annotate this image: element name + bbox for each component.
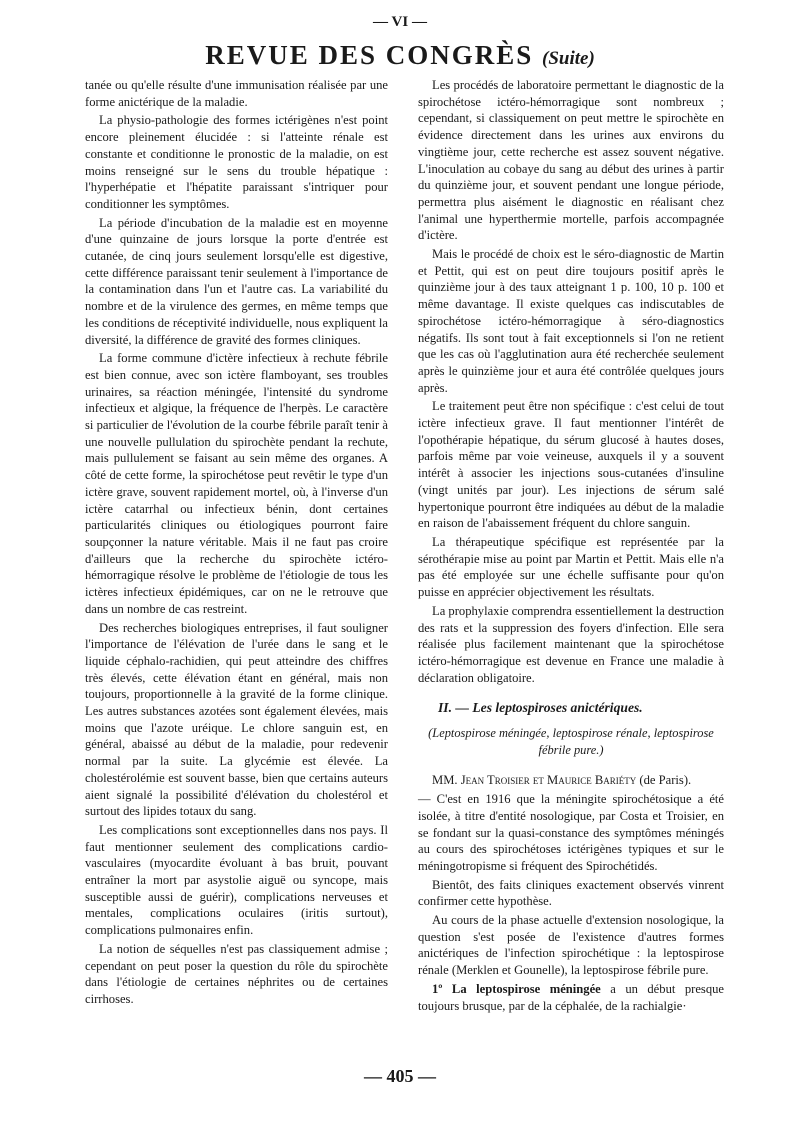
section-heading: II. — Les leptospiroses anictériques. [438, 700, 643, 716]
section-subheading: (Leptospirose méningée, leptospirose rénale, leptospirose fébrile pure.) [428, 726, 714, 757]
paragraph: Bientôt, des faits cliniques exactement observés vinrent confirmer cette hypothèse. [418, 877, 724, 909]
author-place: (de Paris). [639, 773, 692, 788]
roman-folio: — VI — [373, 14, 427, 30]
paragraph: La prophylaxie comprendra essentiellement la destruction des rats et la suppression des foyers d'infection. Elle sera réalisée plus facilement maintenant que la spirochétose ictéro-hémorragique est devenue en France une maladie à déclaration obligatoire. [418, 603, 724, 685]
paragraph: Mais le procédé de choix est le séro-diagnostic de Martin et Pettit, qui est on peut dire toujours positif après le quinzième jour à des taux atteignant 1 p. 100, 10 p. 100 et même davantage. Il existe quelques cas indiscutables de spirochétose ictéro-hémorragique à séro-diagnostics négatifs. Ils sont tout à fait exceptionnels si l'on ne retient que les cas où l'agglutination aura été recherchée seulement après le quinzième jour et aura été contrôlée quelques jours après. [418, 247, 724, 395]
authors-line [418, 772, 724, 789]
paragraph: Des recherches biologiques entreprises, il faut souligner l'importance de l'élévation de l'urée dans le sang et le liquide céphalo-rachidien, qui peut atteindre des chiffres très élevés, cette élévation étant en général, mais non toujours, proportionnelle à la gravité de la forme clinique. Les autres substances azotées sont également élevées, mais moins que l'azote uréique. Le chlore sanguin est, en général, abaissé au début de la maladie, pour redevenir normal par la suite. La glycémie est élevée. La cholestérolémie est souvent basse, bien que certains auteurs aient signalé la possibilité d'élévation du cholestérol et surtout des lipides totaux du sang. [85, 620, 388, 819]
paragraph: Les procédés de laboratoire permettant le diagnostic de la spirochétose ictéro-hémorragique sont nombreux ; cependant, si classiquement on peut mettre le spirochète en évidence directement dans les urines aux environs du vingtième jour, cette recherche est assez souvent négative. L'inoculation au cobaye du sang au début des urines à partir du quinzième jour, et souvent pendant une longue période, permettra plus aisément le diagnostic en réalisant chez l'animal une hyperthermie mortelle, parfois accompagnée d'ictère. [418, 78, 724, 243]
paragraph-rest: a un début presque toujours brusque, par de la céphalée, de la rachialgie· [418, 981, 725, 1013]
paragraph: — C'est en 1916 que la méningite spirochétosique a été isolée, à titre d'entité nosologique, par Costa et Troisier, en se fondant sur la quasi-constance des symptômes méningés au cours des spirochétoses ictérigènes typiques et sur le méningotropisme si fréquent des Spirochétidés. [418, 792, 724, 873]
paragraph-lead: 1º La leptospirose méningée [432, 981, 601, 996]
author-names: MM. Jean Troisier et Maurice Bariéty [432, 773, 637, 788]
page-number: — 405 — [364, 1066, 436, 1086]
paragraph [418, 981, 724, 1014]
page-title [0, 40, 800, 74]
paragraph: La physio-pathologie des formes ictérigènes n'est point encore pleinement élucidée : si l'atteinte rénale est constante et conditionne le pronostic de la maladie, on est moins renseigné sur le sens du trouble hépatique : l'hyperhépatie et l'hépatite paraissant s'intriquer pour conditionner les symptômes. [85, 113, 388, 211]
paragraph: La notion de séquelles n'est pas classiquement admise ; cependant on peut poser la question du rôle du spirochète dans l'étiologie de certaines néphrites ou de certaines cirrhoses. [85, 941, 388, 1006]
left-column [85, 77, 388, 1010]
paragraph: Au cours de la phase actuelle d'extension nosologique, la question s'est posée de l'existence d'autres formes anictériques de l'infection spirochétique : la leptospirose rénale (Merklen et Gounelle), la leptospirose fébrile pure. [418, 913, 724, 978]
paragraph: Les complications sont exceptionnelles dans nos pays. Il faut mentionner seulement des complications cardio-vasculaires (myocardite évoluant à bas bruit, pouvant entraîner la mort par asystolie aiguë ou syncope, mais susceptible aussi de guérir), complications nerveuses et mentales, complications oculaires (iritis surtout), complications pulmonaires enfin. [85, 822, 388, 938]
page-title-main: REVUE DES CONGRÈS [205, 40, 534, 70]
page-title-suffix: (Suite) [542, 48, 595, 69]
paragraph: La forme commune d'ictère infectieux à rechute fébrile est bien connue, avec son ictère flamboyant, ses troubles urinaires, sa réaction méningée, l'intensité du syndrome infectieux et algique, la fréquence de l'herpès. Le caractère si particulier de l'évolution de la courbe fébrile paraît tenir à une nouvelle pullulation du spirochète pendant la rechute, mais pullulement se faisant au sein même des organes. A côté de cette forme, la spirochétose peut revêtir le type d'un ictère grave, souvent rapidement mortel, où, à l'inverse d'un ictère catarrhal ou infectieux bénin, dont certaines particularités cliniques ou étiologiques pourront faire soupçonner la nature véritable. Mais il ne faut pas croire d'ailleurs que la recherche du spirochète ictéro-hémorragique résolve le problème de l'étiologie de tous les ictères infectieux épidémiques, car on ne le retrouve que dans un nombre de cas restreint. [85, 351, 388, 616]
paragraph: Le traitement peut être non spécifique : c'est celui de tout ictère infectieux grave. Il faut mentionner l'intérêt de l'opothérapie hépatique, du sérum glucosé à hautes doses, parfois même par voie veineuse, auxquels il y a souvent intérêt à associer les injections sous-cutanées d'insuline (vingt unités par jour). Les injections de sérum salé hypertonique pourront être indiquées au début de la maladie en raison de l'abaissement fréquent du chlore sanguin. [418, 399, 724, 531]
paragraph: tanée ou qu'elle résulte d'une immunisation réalisée par une forme anictérique de la maladie. [85, 78, 388, 109]
right-column [418, 77, 724, 1016]
paragraph: La thérapeutique spécifique est représentée par la sérothérapie mise au point par Martin et Pettit. Mais elle n'a pas été employée sur une échelle suffisante pour qu'on puisse en apprécier objectivement les résultats. [418, 534, 724, 600]
paragraph: La période d'incubation de la maladie est en moyenne d'une quinzaine de jours lorsque la porte d'entrée est cutanée, de cinq jours seulement lorsqu'elle est digestive, cette différence paraissant tenir seulement à l'importance de la contamination dans l'un et l'autre cas. La variabilité du nombre et de la virulence des germes, en même temps que les conditions de réceptivité individuelle, nous expliquent la diversité, la différence de gravité des formes cliniques. [85, 215, 388, 347]
